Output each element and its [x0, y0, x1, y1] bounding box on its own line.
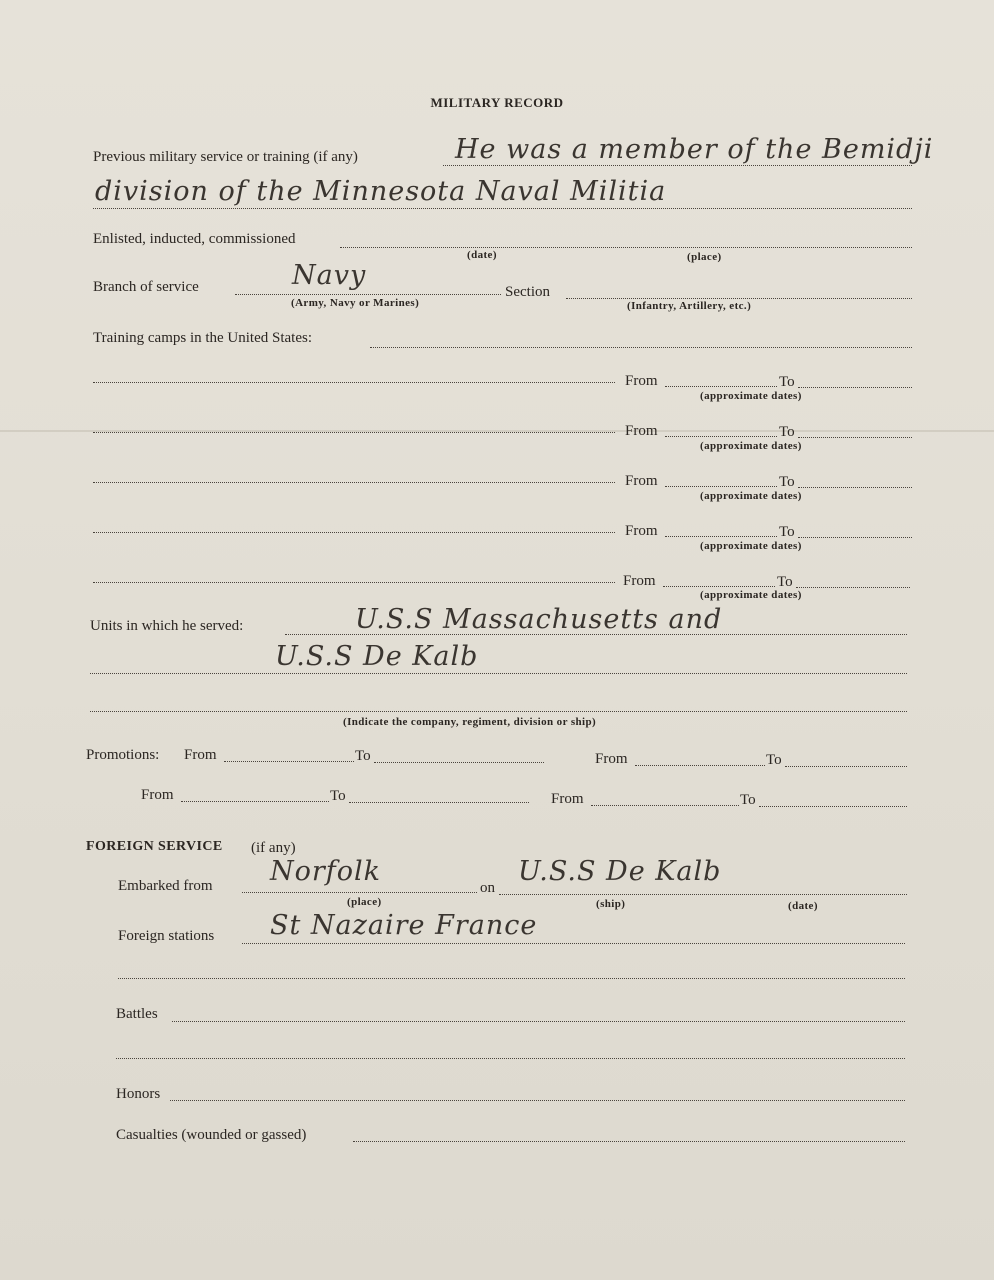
previous-service-label: Previous military service or training (if any) — [93, 149, 358, 165]
previous-service-handwriting-1: He was a member of the Bemidji — [455, 134, 934, 165]
training-to-label: To — [777, 574, 793, 590]
embarked-label: Embarked from — [118, 878, 213, 894]
promotions-to-line — [759, 806, 907, 807]
training-from-label: From — [623, 573, 656, 589]
foreign-stations-line-1 — [242, 943, 905, 944]
training-from-label: From — [625, 523, 658, 539]
training-from-label: From — [625, 423, 658, 439]
promotions-to-line — [374, 762, 544, 763]
enlisted-place-caption: (place) — [687, 251, 722, 263]
honors-label: Honors — [116, 1086, 161, 1102]
ship-caption: (ship) — [596, 898, 626, 910]
units-handwriting-2: U.S.S De Kalb — [275, 641, 479, 672]
training-from-line — [665, 536, 777, 537]
training-to-line — [798, 437, 912, 438]
training-from-line — [665, 436, 777, 437]
training-from-label: From — [625, 373, 658, 389]
promotions-from-line — [224, 761, 354, 762]
promotions-label: Promotions: — [86, 747, 160, 763]
promotions-to-line — [349, 802, 529, 803]
embarked-place-caption: (place) — [347, 896, 382, 908]
training-to-line — [798, 487, 912, 488]
section-line — [566, 298, 912, 299]
training-camp-line — [93, 432, 615, 433]
training-to-label: To — [779, 424, 795, 440]
casualties-line — [353, 1141, 905, 1142]
promotions-from-line — [591, 805, 739, 806]
embarked-date-caption: (date) — [788, 900, 818, 912]
promotions-from-line — [635, 765, 765, 766]
foreign-service-heading: FOREIGN SERVICE — [86, 839, 223, 854]
training-dates-caption: (approximate dates) — [700, 490, 802, 502]
enlisted-date-caption: (date) — [467, 249, 497, 261]
section-label: Section — [505, 284, 550, 300]
training-camps-label: Training camps in the United States: — [93, 330, 313, 346]
training-from-line — [665, 386, 777, 387]
units-caption: (Indicate the company, regiment, division or ship) — [343, 716, 597, 728]
previous-service-line-1 — [443, 165, 912, 166]
foreign-stations-line-2 — [118, 978, 905, 979]
promotions-from-label: From — [141, 787, 174, 803]
training-to-line — [798, 387, 912, 388]
promotions-from-label: From — [184, 747, 217, 763]
training-to-label: To — [779, 374, 795, 390]
foreign-stations-label: Foreign stations — [118, 928, 215, 944]
training-camp-line — [93, 582, 615, 583]
branch-line — [235, 294, 501, 295]
previous-service-handwriting-2: division of the Minnesota Naval Militia — [95, 176, 667, 207]
promotions-from-line — [181, 801, 329, 802]
training-to-label: To — [779, 524, 795, 540]
battles-line-2 — [116, 1058, 905, 1059]
honors-line — [170, 1100, 905, 1101]
training-camps-line — [370, 347, 912, 348]
training-camp-line — [93, 482, 615, 483]
branch-handwriting: Navy — [292, 260, 367, 291]
ship-line — [499, 894, 907, 895]
foreign-service-heading-suffix: (if any) — [251, 840, 296, 856]
training-dates-caption: (approximate dates) — [700, 440, 802, 452]
training-to-label: To — [779, 474, 795, 490]
previous-service-line-2 — [93, 208, 912, 209]
embarked-line — [242, 892, 477, 893]
embarked-handwriting: Norfolk — [270, 856, 382, 887]
promotions-to-label: To — [740, 792, 756, 808]
ship-handwriting: U.S.S De Kalb — [518, 856, 722, 887]
training-from-label: From — [625, 473, 658, 489]
training-from-line — [663, 586, 775, 587]
promotions-to-label: To — [766, 752, 782, 768]
promotions-to-line — [785, 766, 907, 767]
promotions-from-label: From — [551, 791, 584, 807]
battles-line-1 — [172, 1021, 905, 1022]
casualties-label: Casualties (wounded or gassed) — [116, 1127, 307, 1143]
training-camp-line — [93, 532, 615, 533]
on-label: on — [480, 880, 495, 896]
units-line-3 — [90, 711, 907, 712]
training-from-line — [665, 486, 777, 487]
battles-label: Battles — [116, 1006, 158, 1022]
units-handwriting-1: U.S.S Massachusetts and — [355, 604, 723, 635]
branch-caption: (Army, Navy or Marines) — [291, 297, 420, 309]
training-to-line — [798, 537, 912, 538]
promotions-to-label: To — [355, 748, 371, 764]
units-line-2 — [90, 673, 907, 674]
foreign-stations-handwriting: St Nazaire France — [270, 910, 538, 941]
enlisted-line — [340, 247, 912, 248]
training-dates-caption: (approximate dates) — [700, 589, 802, 601]
promotions-from-label: From — [595, 751, 628, 767]
training-camp-line — [93, 382, 615, 383]
branch-label: Branch of service — [93, 279, 199, 295]
units-label: Units in which he served: — [90, 618, 244, 634]
promotions-to-label: To — [330, 788, 346, 804]
training-dates-caption: (approximate dates) — [700, 540, 802, 552]
form-title: MILITARY RECORD — [430, 95, 564, 110]
enlisted-label: Enlisted, inducted, commissioned — [93, 231, 296, 247]
section-caption: (Infantry, Artillery, etc.) — [627, 300, 752, 312]
training-to-line — [796, 587, 910, 588]
training-dates-caption: (approximate dates) — [700, 390, 802, 402]
